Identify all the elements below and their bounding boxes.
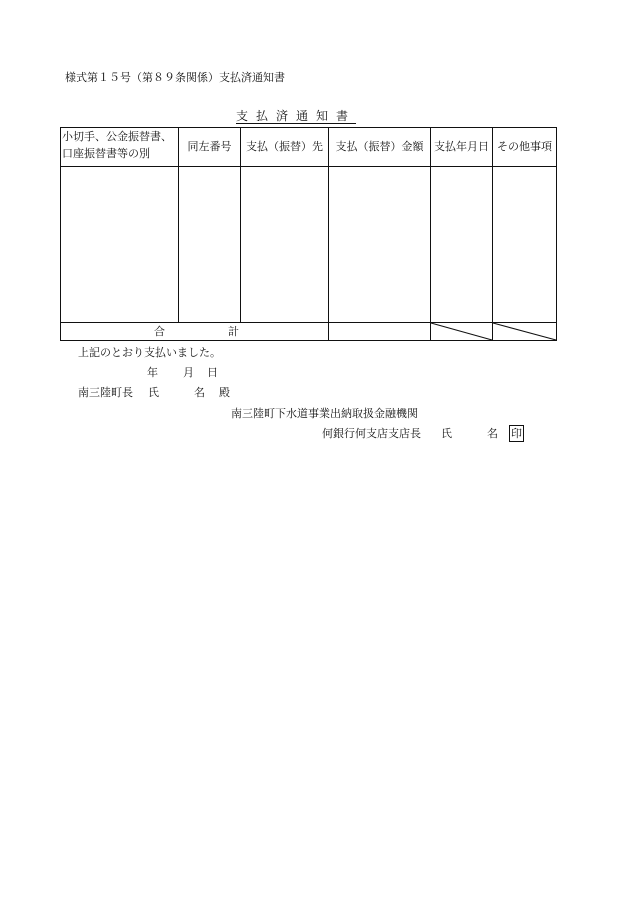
date-year: 年 bbox=[147, 366, 158, 379]
header-payee: 支払（振替）先 bbox=[246, 139, 323, 153]
signer-title: 何銀行何支店支店長 bbox=[322, 427, 421, 440]
header-number: 同左番号 bbox=[187, 139, 232, 153]
date-month: 月 bbox=[183, 366, 194, 379]
header-payment-date: 支払年月日 bbox=[434, 139, 489, 153]
date-day: 日 bbox=[207, 366, 218, 379]
header-payment-type-line2: 口座振替書等の別 bbox=[62, 146, 150, 160]
table-bottom-border bbox=[60, 340, 557, 341]
payment-statement: 上記のとおり支払いました。 bbox=[78, 346, 221, 359]
seal-box: 印 bbox=[511, 427, 522, 440]
table-left-border bbox=[60, 127, 61, 341]
addressee-title: 南三陸町長 bbox=[78, 386, 133, 399]
addressee-honorific: 殿 bbox=[219, 386, 230, 399]
total-label-left: 合 bbox=[154, 325, 165, 338]
signer-mei: 名 bbox=[487, 427, 498, 440]
table-header-divider bbox=[60, 166, 557, 167]
header-amount: 支払（振替）金額 bbox=[335, 139, 424, 153]
header-payment-type bbox=[62, 129, 172, 162]
header-other-matters: その他事項 bbox=[497, 139, 552, 153]
financial-institution: 南三陸町下水道事業出納取扱金融機関 bbox=[231, 407, 418, 420]
header-payment-type-line1: 小切手、公金振替書、 bbox=[62, 130, 172, 143]
total-label-right: 計 bbox=[228, 325, 239, 338]
total-date-diagonal bbox=[431, 323, 492, 340]
signer-shi: 氏 bbox=[441, 427, 452, 440]
addressee-shi: 氏 bbox=[148, 386, 159, 399]
document-title: 支払済通知書 bbox=[236, 109, 357, 123]
addressee-mei: 名 bbox=[194, 386, 205, 399]
form-number-label: 様式第１５号（第８９条関係）支払済通知書 bbox=[65, 71, 285, 84]
table-right-border bbox=[556, 127, 557, 341]
total-other-diagonal bbox=[493, 323, 556, 340]
